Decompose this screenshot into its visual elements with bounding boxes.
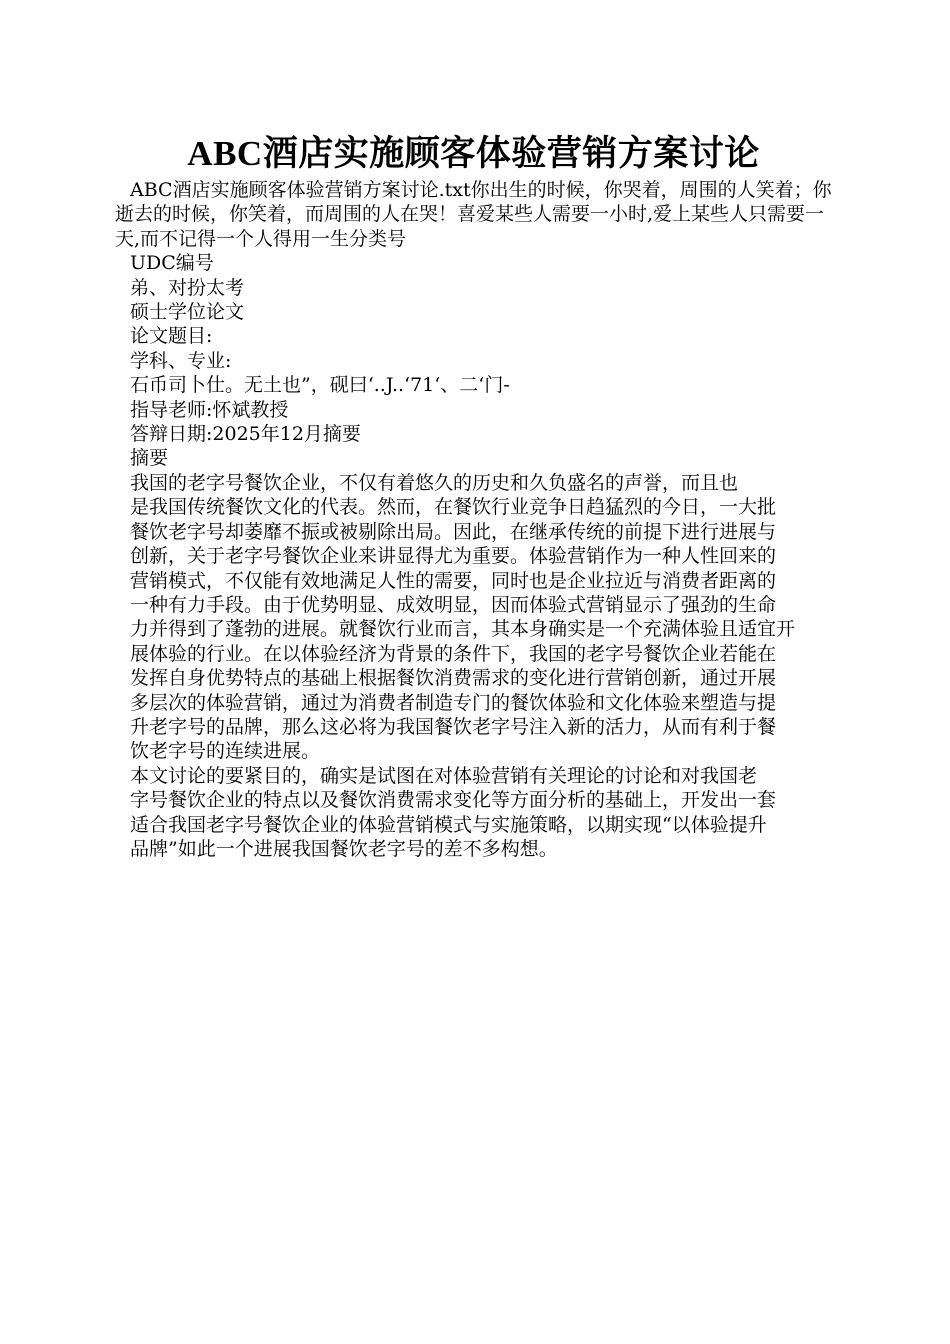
major-line: 学科、专业: (130, 349, 232, 372)
abstract-line: 力并得到了蓬勃的进展。就餐饮行业而言，其本身确实是一个充满体验且适宜开 (130, 618, 796, 641)
abstract-line: 饮老字号的连续进展。 (130, 740, 321, 763)
abstract-line: 字号餐饮企业的特点以及餐饮消费需求变化等方面分析的基础上，开发出一套 (130, 789, 777, 812)
abstract-line: 多层次的体验营销，通过为消费者制造专门的餐饮体验和文化体验来塑造与提 (130, 691, 777, 714)
text-line: 石币司卜仕。无土也”，砚曰‘..J..‘71‘、二‘门- (130, 374, 510, 397)
defense-date-line: 答辩日期:2025年12月摘要 (130, 423, 361, 446)
abstract-line: 是我国传统餐饮文化的代表。然而，在餐饮行业竞争日趋猛烈的今日，一大批 (130, 496, 777, 519)
abstract-line: 我国的老字号餐饮企业，不仅有着悠久的历史和久负盛名的声誉，而且也 (130, 471, 739, 494)
abstract-line: 品牌”如此一个进展我国餐饮老字号的差不多构想。 (130, 837, 558, 860)
advisor-line: 指导老师:怀斌教授 (130, 398, 289, 421)
abstract-heading: 摘要 (130, 447, 169, 470)
abstract-line: 升老字号的品牌，那么这必将为我国餐饮老字号注入新的活力，从而有利于餐 (130, 715, 777, 738)
degree-line: 硕士学位论文 (130, 301, 245, 324)
intro-paragraph: ABC酒店实施顾客体验营销方案讨论.txt你出生的时候，你哭着，周围的人笑着；你逝去的时候，你笑着，而周围的人在哭！喜爱某些人需要一小时,爱上某些人只需要一天,而不记得一个人得用一生分类号 (115, 179, 832, 250)
abstract-line: 一种有力手段。由于优势明显、成效明显，因而体验式营销显示了强劲的生命 (130, 593, 777, 616)
abstract-line: 营销模式，不仅能有效地满足人性的需要，同时也是企业拉近与消费者距离的 (130, 569, 777, 592)
abstract-line: 本文讨论的要紧目的，确实是试图在对体验营销有关理论的讨论和对我国老 (130, 764, 758, 787)
abstract-line: 创新，关于老字号餐饮企业来讲显得尤为重要。体验营销作为一种人性回来的 (130, 545, 777, 568)
abstract-line: 发挥自身优势特点的基础上根据餐饮消费需求的变化进行营销创新，通过开展 (130, 667, 777, 690)
abstract-line: 展体验的行业。在以体验经济为背景的条件下，我国的老字号餐饮企业若能在 (130, 642, 777, 665)
thesis-title-line: 论文题目: (130, 325, 213, 348)
abstract-line: 餐饮老字号却萎靡不振或被剔除出局。因此，在继承传统的前提下进行进展与 (130, 520, 777, 543)
document-body (115, 178, 832, 861)
classification-line: UDC编号 (130, 252, 214, 275)
text-line: 弟、对扮太考 (130, 276, 245, 299)
document-title: ABC酒店实施顾客体验营销方案讨论 (187, 134, 760, 173)
abstract-line: 适合我国老字号餐饮企业的体验营销模式与实施策略，以期实现“以体验提升 (130, 813, 767, 836)
